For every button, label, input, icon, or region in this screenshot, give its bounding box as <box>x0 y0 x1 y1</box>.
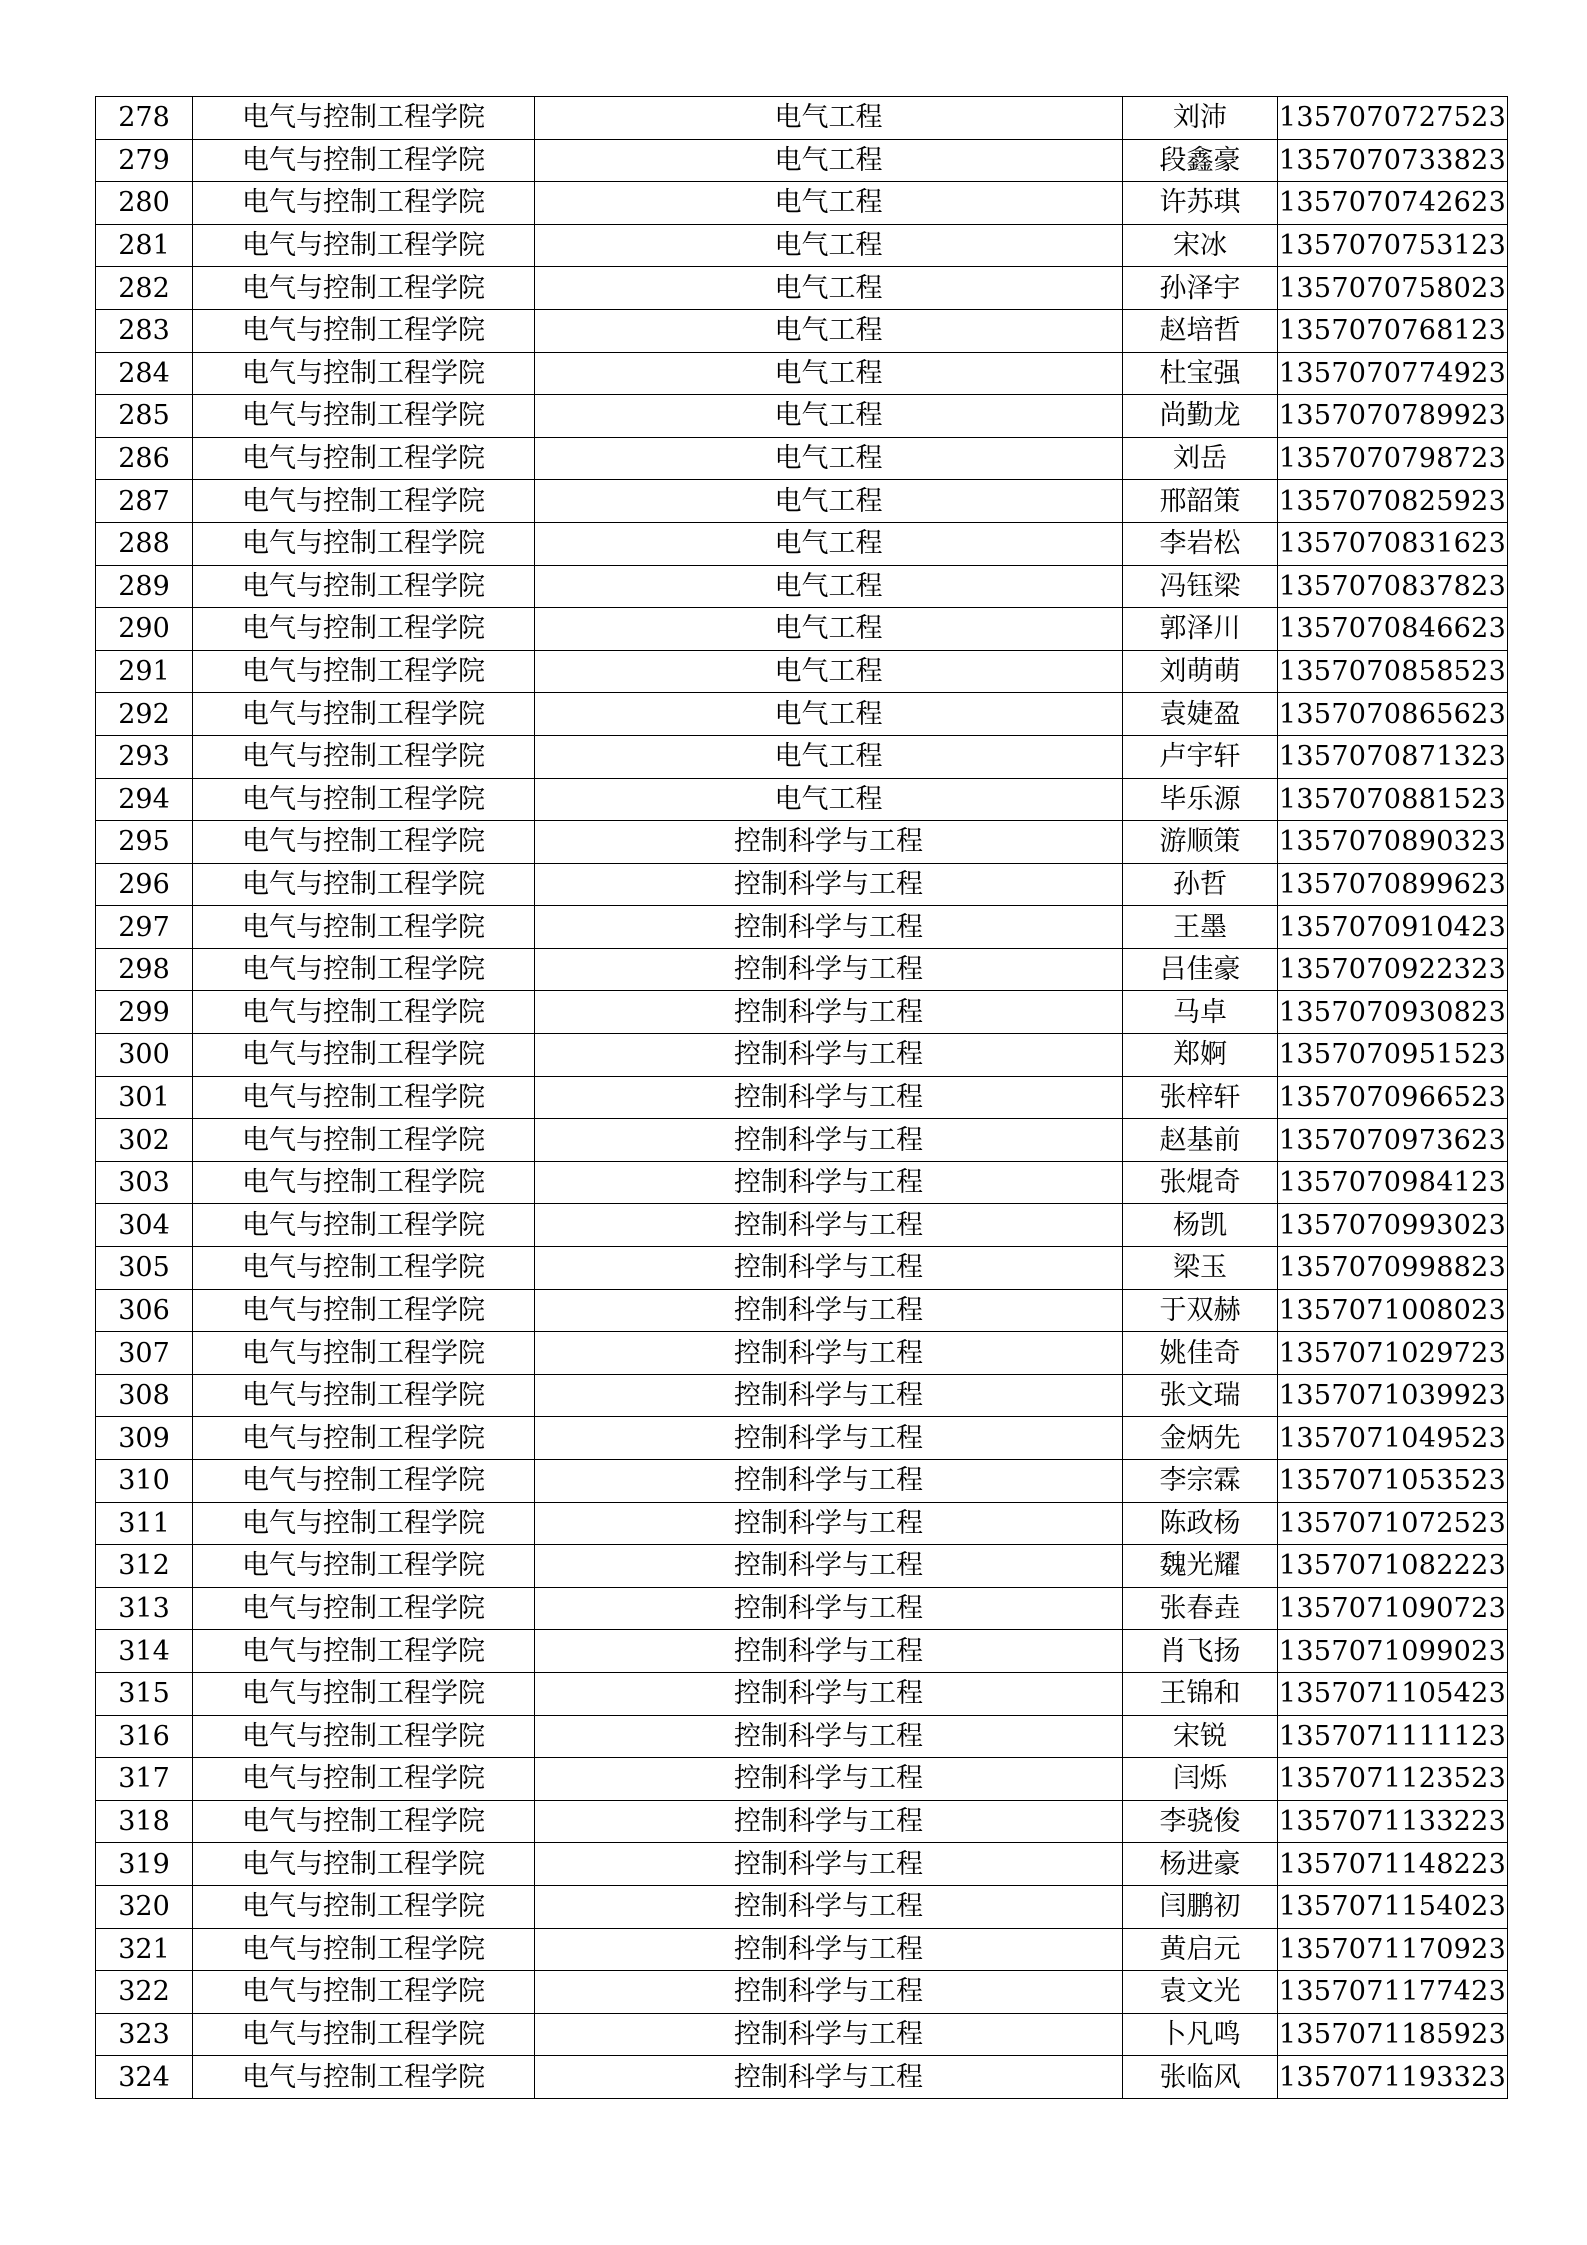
college-cell: 电气与控制工程学院 <box>193 1204 535 1247</box>
college-cell: 电气与控制工程学院 <box>193 1332 535 1375</box>
major-cell: 控制科学与工程 <box>535 2013 1123 2056</box>
student-name-cell: 梁玉 <box>1123 1247 1278 1290</box>
table-row <box>96 650 1508 693</box>
table-row <box>96 1119 1508 1162</box>
row-number-cell: 321 <box>96 1928 193 1971</box>
student-name-cell: 卜凡鸣 <box>1123 2013 1278 2056</box>
major-cell: 控制科学与工程 <box>535 1460 1123 1503</box>
student-name-cell: 马卓 <box>1123 991 1278 1034</box>
major-cell: 控制科学与工程 <box>535 1076 1123 1119</box>
college-cell: 电气与控制工程学院 <box>193 650 535 693</box>
exam-id-cell: 1357070846623 <box>1278 608 1508 651</box>
college-cell: 电气与控制工程学院 <box>193 948 535 991</box>
college-cell: 电气与控制工程学院 <box>193 565 535 608</box>
exam-id-cell: 1357070993023 <box>1278 1204 1508 1247</box>
student-name-cell: 孙泽宇 <box>1123 267 1278 310</box>
college-cell: 电气与控制工程学院 <box>193 1672 535 1715</box>
student-name-cell: 刘沛 <box>1123 97 1278 140</box>
major-cell: 电气工程 <box>535 480 1123 523</box>
major-cell: 电气工程 <box>535 522 1123 565</box>
exam-id-cell: 1357070758023 <box>1278 267 1508 310</box>
exam-id-cell: 1357071039923 <box>1278 1374 1508 1417</box>
row-number-cell: 300 <box>96 1034 193 1077</box>
table-row <box>96 608 1508 651</box>
exam-id-cell: 1357071193323 <box>1278 2056 1508 2099</box>
student-name-cell: 郑婀 <box>1123 1034 1278 1077</box>
table-row <box>96 2056 1508 2099</box>
exam-id-cell: 1357071148223 <box>1278 1843 1508 1886</box>
exam-id-cell: 1357070865623 <box>1278 693 1508 736</box>
row-number-cell: 281 <box>96 224 193 267</box>
college-cell: 电气与控制工程学院 <box>193 863 535 906</box>
college-cell: 电气与控制工程学院 <box>193 97 535 140</box>
exam-id-cell: 1357070742623 <box>1278 182 1508 225</box>
exam-id-cell: 1357071133223 <box>1278 1800 1508 1843</box>
student-name-cell: 孙哲 <box>1123 863 1278 906</box>
major-cell: 控制科学与工程 <box>535 1758 1123 1801</box>
student-name-cell: 袁婕盈 <box>1123 693 1278 736</box>
table-row <box>96 1460 1508 1503</box>
table-row <box>96 1502 1508 1545</box>
major-cell: 电气工程 <box>535 309 1123 352</box>
student-name-cell: 金炳先 <box>1123 1417 1278 1460</box>
row-number-cell: 323 <box>96 2013 193 2056</box>
row-number-cell: 312 <box>96 1545 193 1588</box>
college-cell: 电气与控制工程学院 <box>193 1587 535 1630</box>
row-number-cell: 280 <box>96 182 193 225</box>
major-cell: 控制科学与工程 <box>535 1119 1123 1162</box>
college-cell: 电气与控制工程学院 <box>193 608 535 651</box>
major-cell: 控制科学与工程 <box>535 1502 1123 1545</box>
table-row <box>96 1034 1508 1077</box>
student-name-cell: 刘岳 <box>1123 437 1278 480</box>
college-cell: 电气与控制工程学院 <box>193 1885 535 1928</box>
college-cell: 电气与控制工程学院 <box>193 224 535 267</box>
major-cell: 控制科学与工程 <box>535 948 1123 991</box>
row-number-cell: 290 <box>96 608 193 651</box>
major-cell: 电气工程 <box>535 182 1123 225</box>
exam-id-cell: 1357070922323 <box>1278 948 1508 991</box>
student-name-cell: 李岩松 <box>1123 522 1278 565</box>
exam-id-cell: 1357071090723 <box>1278 1587 1508 1630</box>
student-name-cell: 王墨 <box>1123 906 1278 949</box>
exam-id-cell: 1357070831623 <box>1278 522 1508 565</box>
major-cell: 控制科学与工程 <box>535 821 1123 864</box>
student-name-cell: 冯钰梁 <box>1123 565 1278 608</box>
table-row <box>96 906 1508 949</box>
major-cell: 电气工程 <box>535 139 1123 182</box>
exam-id-cell: 1357071105423 <box>1278 1672 1508 1715</box>
student-name-cell: 段鑫豪 <box>1123 139 1278 182</box>
table-row <box>96 778 1508 821</box>
row-number-cell: 301 <box>96 1076 193 1119</box>
student-name-cell: 赵基前 <box>1123 1119 1278 1162</box>
table-row <box>96 1928 1508 1971</box>
row-number-cell: 286 <box>96 437 193 480</box>
row-number-cell: 278 <box>96 97 193 140</box>
row-number-cell: 304 <box>96 1204 193 1247</box>
exam-id-cell: 1357071008023 <box>1278 1289 1508 1332</box>
table-row <box>96 2013 1508 2056</box>
major-cell: 控制科学与工程 <box>535 1715 1123 1758</box>
student-name-cell: 李宗霖 <box>1123 1460 1278 1503</box>
table-row <box>96 1758 1508 1801</box>
table-row <box>96 1672 1508 1715</box>
table-row <box>96 1715 1508 1758</box>
exam-id-cell: 1357070727523 <box>1278 97 1508 140</box>
row-number-cell: 303 <box>96 1161 193 1204</box>
table-row <box>96 1885 1508 1928</box>
table-row <box>96 224 1508 267</box>
exam-id-cell: 1357070973623 <box>1278 1119 1508 1162</box>
student-name-cell: 袁文光 <box>1123 1971 1278 2014</box>
student-name-cell: 于双赫 <box>1123 1289 1278 1332</box>
college-cell: 电气与控制工程学院 <box>193 522 535 565</box>
student-name-cell: 郭泽川 <box>1123 608 1278 651</box>
row-number-cell: 287 <box>96 480 193 523</box>
major-cell: 控制科学与工程 <box>535 1630 1123 1673</box>
major-cell: 电气工程 <box>535 565 1123 608</box>
major-cell: 电气工程 <box>535 693 1123 736</box>
exam-id-cell: 1357070789923 <box>1278 395 1508 438</box>
student-name-cell: 黄启元 <box>1123 1928 1278 1971</box>
major-cell: 控制科学与工程 <box>535 1247 1123 1290</box>
student-name-cell: 张文瑞 <box>1123 1374 1278 1417</box>
table-row <box>96 309 1508 352</box>
exam-id-cell: 1357071029723 <box>1278 1332 1508 1375</box>
exam-id-cell: 1357070881523 <box>1278 778 1508 821</box>
row-number-cell: 288 <box>96 522 193 565</box>
college-cell: 电气与控制工程学院 <box>193 1545 535 1588</box>
row-number-cell: 292 <box>96 693 193 736</box>
college-cell: 电气与控制工程学院 <box>193 267 535 310</box>
student-name-cell: 宋锐 <box>1123 1715 1278 1758</box>
major-cell: 控制科学与工程 <box>535 1204 1123 1247</box>
table-row <box>96 1161 1508 1204</box>
table-row <box>96 991 1508 1034</box>
college-cell: 电气与控制工程学院 <box>193 352 535 395</box>
major-cell: 电气工程 <box>535 735 1123 778</box>
college-cell: 电气与控制工程学院 <box>193 821 535 864</box>
exam-id-cell: 1357070930823 <box>1278 991 1508 1034</box>
student-name-cell: 张焜奇 <box>1123 1161 1278 1204</box>
exam-id-cell: 1357071111123 <box>1278 1715 1508 1758</box>
college-cell: 电气与控制工程学院 <box>193 1630 535 1673</box>
exam-id-cell: 1357070890323 <box>1278 821 1508 864</box>
row-number-cell: 317 <box>96 1758 193 1801</box>
row-number-cell: 314 <box>96 1630 193 1673</box>
row-number-cell: 322 <box>96 1971 193 2014</box>
table-row <box>96 1247 1508 1290</box>
major-cell: 控制科学与工程 <box>535 906 1123 949</box>
table-row <box>96 565 1508 608</box>
table-row <box>96 1843 1508 1886</box>
row-number-cell: 319 <box>96 1843 193 1886</box>
student-name-cell: 毕乐源 <box>1123 778 1278 821</box>
exam-id-cell: 1357070774923 <box>1278 352 1508 395</box>
major-cell: 控制科学与工程 <box>535 1161 1123 1204</box>
major-cell: 控制科学与工程 <box>535 1332 1123 1375</box>
college-cell: 电气与控制工程学院 <box>193 693 535 736</box>
exam-id-cell: 1357071099023 <box>1278 1630 1508 1673</box>
major-cell: 控制科学与工程 <box>535 1289 1123 1332</box>
table-row <box>96 1289 1508 1332</box>
student-name-cell: 张临风 <box>1123 2056 1278 2099</box>
table-row <box>96 97 1508 140</box>
table-row <box>96 948 1508 991</box>
major-cell: 电气工程 <box>535 778 1123 821</box>
major-cell: 电气工程 <box>535 224 1123 267</box>
major-cell: 控制科学与工程 <box>535 1672 1123 1715</box>
exam-id-cell: 1357070899623 <box>1278 863 1508 906</box>
major-cell: 电气工程 <box>535 395 1123 438</box>
table-row <box>96 522 1508 565</box>
exam-id-cell: 1357070858523 <box>1278 650 1508 693</box>
college-cell: 电气与控制工程学院 <box>193 1247 535 1290</box>
table-row <box>96 139 1508 182</box>
major-cell: 控制科学与工程 <box>535 1587 1123 1630</box>
college-cell: 电气与控制工程学院 <box>193 437 535 480</box>
student-name-cell: 魏光耀 <box>1123 1545 1278 1588</box>
student-name-cell: 张梓轩 <box>1123 1076 1278 1119</box>
row-number-cell: 293 <box>96 735 193 778</box>
college-cell: 电气与控制工程学院 <box>193 1417 535 1460</box>
table-row <box>96 863 1508 906</box>
exam-id-cell: 1357071177423 <box>1278 1971 1508 2014</box>
row-number-cell: 299 <box>96 991 193 1034</box>
exam-id-cell: 1357070837823 <box>1278 565 1508 608</box>
college-cell: 电气与控制工程学院 <box>193 735 535 778</box>
student-name-cell: 张春垚 <box>1123 1587 1278 1630</box>
major-cell: 控制科学与工程 <box>535 1034 1123 1077</box>
row-number-cell: 307 <box>96 1332 193 1375</box>
table-row <box>96 1332 1508 1375</box>
row-number-cell: 297 <box>96 906 193 949</box>
exam-id-cell: 1357071123523 <box>1278 1758 1508 1801</box>
row-number-cell: 309 <box>96 1417 193 1460</box>
table-row <box>96 735 1508 778</box>
exam-id-cell: 1357070966523 <box>1278 1076 1508 1119</box>
row-number-cell: 282 <box>96 267 193 310</box>
major-cell: 电气工程 <box>535 352 1123 395</box>
major-cell: 控制科学与工程 <box>535 991 1123 1034</box>
exam-id-cell: 1357070825923 <box>1278 480 1508 523</box>
student-name-cell: 姚佳奇 <box>1123 1332 1278 1375</box>
major-cell: 控制科学与工程 <box>535 1374 1123 1417</box>
exam-id-cell: 1357070768123 <box>1278 309 1508 352</box>
table-row <box>96 1587 1508 1630</box>
major-cell: 控制科学与工程 <box>535 1928 1123 1971</box>
college-cell: 电气与控制工程学院 <box>193 1460 535 1503</box>
table-row <box>96 1417 1508 1460</box>
row-number-cell: 283 <box>96 309 193 352</box>
student-name-cell: 赵培哲 <box>1123 309 1278 352</box>
college-cell: 电气与控制工程学院 <box>193 1374 535 1417</box>
college-cell: 电气与控制工程学院 <box>193 1971 535 2014</box>
table-row <box>96 437 1508 480</box>
student-name-cell: 杜宝强 <box>1123 352 1278 395</box>
college-cell: 电气与控制工程学院 <box>193 395 535 438</box>
student-name-cell: 杨进豪 <box>1123 1843 1278 1886</box>
exam-id-cell: 1357071053523 <box>1278 1460 1508 1503</box>
student-name-cell: 游顺策 <box>1123 821 1278 864</box>
major-cell: 控制科学与工程 <box>535 1545 1123 1588</box>
table-row <box>96 182 1508 225</box>
college-cell: 电气与控制工程学院 <box>193 309 535 352</box>
table-row <box>96 1204 1508 1247</box>
exam-id-cell: 1357070998823 <box>1278 1247 1508 1290</box>
row-number-cell: 289 <box>96 565 193 608</box>
student-name-cell: 陈政杨 <box>1123 1502 1278 1545</box>
exam-id-cell: 1357071082223 <box>1278 1545 1508 1588</box>
major-cell: 电气工程 <box>535 267 1123 310</box>
student-name-cell: 肖飞扬 <box>1123 1630 1278 1673</box>
student-name-cell: 闫鹏初 <box>1123 1885 1278 1928</box>
student-name-cell: 宋冰 <box>1123 224 1278 267</box>
major-cell: 电气工程 <box>535 608 1123 651</box>
exam-id-cell: 1357071170923 <box>1278 1928 1508 1971</box>
major-cell: 电气工程 <box>535 650 1123 693</box>
row-number-cell: 285 <box>96 395 193 438</box>
row-number-cell: 311 <box>96 1502 193 1545</box>
major-cell: 电气工程 <box>535 97 1123 140</box>
exam-id-cell: 1357071049523 <box>1278 1417 1508 1460</box>
major-cell: 控制科学与工程 <box>535 1971 1123 2014</box>
major-cell: 电气工程 <box>535 437 1123 480</box>
student-name-cell: 许苏琪 <box>1123 182 1278 225</box>
table-row <box>96 480 1508 523</box>
college-cell: 电气与控制工程学院 <box>193 1758 535 1801</box>
student-name-cell: 王锦和 <box>1123 1672 1278 1715</box>
college-cell: 电气与控制工程学院 <box>193 1502 535 1545</box>
row-number-cell: 308 <box>96 1374 193 1417</box>
student-list-table <box>95 96 1508 2099</box>
exam-id-cell: 1357070951523 <box>1278 1034 1508 1077</box>
table-body <box>96 97 1508 2099</box>
college-cell: 电气与控制工程学院 <box>193 1119 535 1162</box>
table-row <box>96 352 1508 395</box>
college-cell: 电气与控制工程学院 <box>193 2056 535 2099</box>
row-number-cell: 298 <box>96 948 193 991</box>
row-number-cell: 295 <box>96 821 193 864</box>
college-cell: 电气与控制工程学院 <box>193 991 535 1034</box>
row-number-cell: 324 <box>96 2056 193 2099</box>
student-name-cell: 尚勤龙 <box>1123 395 1278 438</box>
college-cell: 电气与控制工程学院 <box>193 139 535 182</box>
table-row <box>96 1374 1508 1417</box>
major-cell: 控制科学与工程 <box>535 1843 1123 1886</box>
major-cell: 控制科学与工程 <box>535 2056 1123 2099</box>
row-number-cell: 284 <box>96 352 193 395</box>
exam-id-cell: 1357071072523 <box>1278 1502 1508 1545</box>
college-cell: 电气与控制工程学院 <box>193 182 535 225</box>
college-cell: 电气与控制工程学院 <box>193 1034 535 1077</box>
student-name-cell: 卢宇轩 <box>1123 735 1278 778</box>
major-cell: 控制科学与工程 <box>535 863 1123 906</box>
college-cell: 电气与控制工程学院 <box>193 480 535 523</box>
row-number-cell: 296 <box>96 863 193 906</box>
college-cell: 电气与控制工程学院 <box>193 1289 535 1332</box>
table-row <box>96 1630 1508 1673</box>
table-row <box>96 267 1508 310</box>
exam-id-cell: 1357071154023 <box>1278 1885 1508 1928</box>
row-number-cell: 279 <box>96 139 193 182</box>
row-number-cell: 315 <box>96 1672 193 1715</box>
row-number-cell: 316 <box>96 1715 193 1758</box>
row-number-cell: 302 <box>96 1119 193 1162</box>
row-number-cell: 318 <box>96 1800 193 1843</box>
college-cell: 电气与控制工程学院 <box>193 1800 535 1843</box>
major-cell: 控制科学与工程 <box>535 1800 1123 1843</box>
table-row <box>96 1971 1508 2014</box>
college-cell: 电气与控制工程学院 <box>193 906 535 949</box>
student-name-cell: 刘萌萌 <box>1123 650 1278 693</box>
college-cell: 电气与控制工程学院 <box>193 1928 535 1971</box>
table-row <box>96 1076 1508 1119</box>
exam-id-cell: 1357070871323 <box>1278 735 1508 778</box>
college-cell: 电气与控制工程学院 <box>193 1715 535 1758</box>
college-cell: 电气与控制工程学院 <box>193 1843 535 1886</box>
exam-id-cell: 1357071185923 <box>1278 2013 1508 2056</box>
row-number-cell: 313 <box>96 1587 193 1630</box>
student-name-cell: 吕佳豪 <box>1123 948 1278 991</box>
table-row <box>96 1800 1508 1843</box>
table-row <box>96 821 1508 864</box>
exam-id-cell: 1357070733823 <box>1278 139 1508 182</box>
row-number-cell: 320 <box>96 1885 193 1928</box>
row-number-cell: 294 <box>96 778 193 821</box>
row-number-cell: 291 <box>96 650 193 693</box>
major-cell: 控制科学与工程 <box>535 1885 1123 1928</box>
college-cell: 电气与控制工程学院 <box>193 1161 535 1204</box>
major-cell: 控制科学与工程 <box>535 1417 1123 1460</box>
table-row <box>96 1545 1508 1588</box>
exam-id-cell: 1357070910423 <box>1278 906 1508 949</box>
college-cell: 电气与控制工程学院 <box>193 778 535 821</box>
table-row <box>96 693 1508 736</box>
exam-id-cell: 1357070984123 <box>1278 1161 1508 1204</box>
row-number-cell: 306 <box>96 1289 193 1332</box>
college-cell: 电气与控制工程学院 <box>193 2013 535 2056</box>
row-number-cell: 310 <box>96 1460 193 1503</box>
student-name-cell: 邢韶策 <box>1123 480 1278 523</box>
exam-id-cell: 1357070753123 <box>1278 224 1508 267</box>
student-name-cell: 闫烁 <box>1123 1758 1278 1801</box>
row-number-cell: 305 <box>96 1247 193 1290</box>
student-name-cell: 杨凯 <box>1123 1204 1278 1247</box>
table-row <box>96 395 1508 438</box>
exam-id-cell: 1357070798723 <box>1278 437 1508 480</box>
college-cell: 电气与控制工程学院 <box>193 1076 535 1119</box>
student-name-cell: 李骁俊 <box>1123 1800 1278 1843</box>
